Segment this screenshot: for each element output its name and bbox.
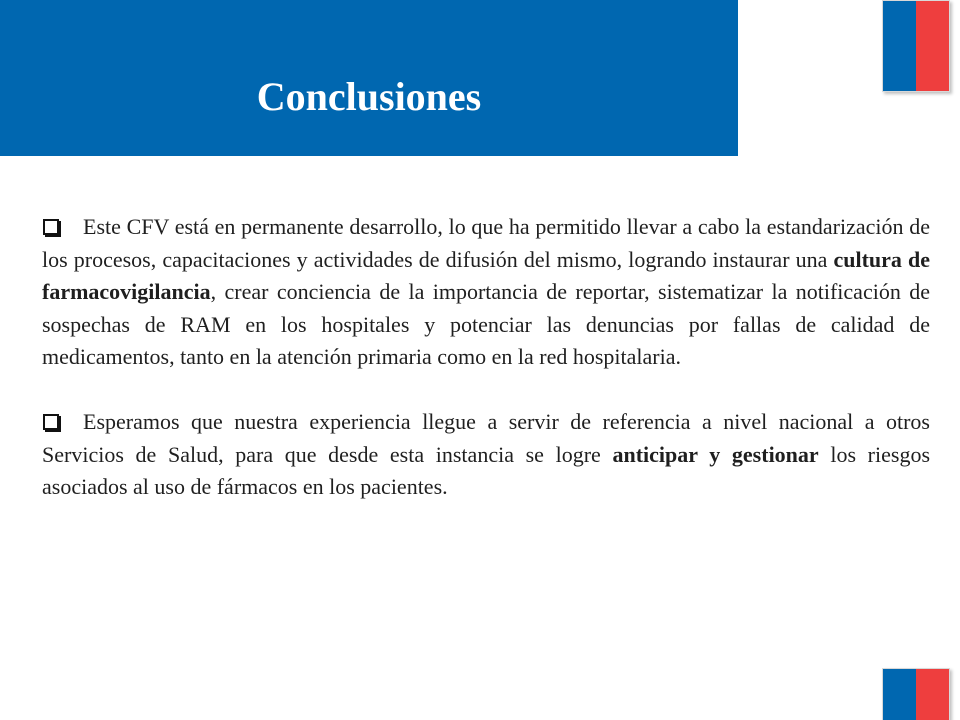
checkbox-bullet-icon [43, 414, 59, 430]
emphasis-text: anticipar y gestionar [612, 441, 819, 467]
conclusions-body [42, 211, 930, 536]
flag-red-band [916, 1, 949, 91]
paragraph-text: , crear conciencia de la importancia de reportar, sistematizar la notificación de sospechas de RAM en los hospitales y potenciar las denuncias por fallas de calidad de medicamentos, tanto en la atención primaria como en la red hospitalaria. [42, 279, 930, 369]
paragraph-text: los riesgos asociados al uso de fármacos en los pacientes. [42, 441, 930, 499]
paragraph-text: Este CFV está en permanente desarrollo, lo que ha permitido llevar a cabo la estandarización de los procesos, capacitaciones y actividades de difusión del mismo, logrando instaurar una [42, 214, 930, 272]
flag-stripe-top [882, 0, 950, 92]
paragraph-text: Esperamos que nuestra experiencia llegue a servir de referencia a nivel nacional a otros Servicios de Salud, para que desde esta instancia se logre [42, 409, 930, 467]
flag-blue-band [883, 1, 916, 91]
conclusion-paragraph-1 [42, 211, 930, 374]
title-banner [0, 0, 738, 156]
slide-title: Conclusiones [256, 74, 482, 119]
emphasis-text: cultura de farmacovigilancia [42, 246, 930, 304]
checkbox-bullet-icon [43, 219, 59, 235]
flag-red-band [916, 669, 949, 720]
conclusion-paragraph-2 [42, 406, 930, 504]
flag-stripe-bottom [882, 668, 950, 720]
flag-blue-band [883, 669, 916, 720]
